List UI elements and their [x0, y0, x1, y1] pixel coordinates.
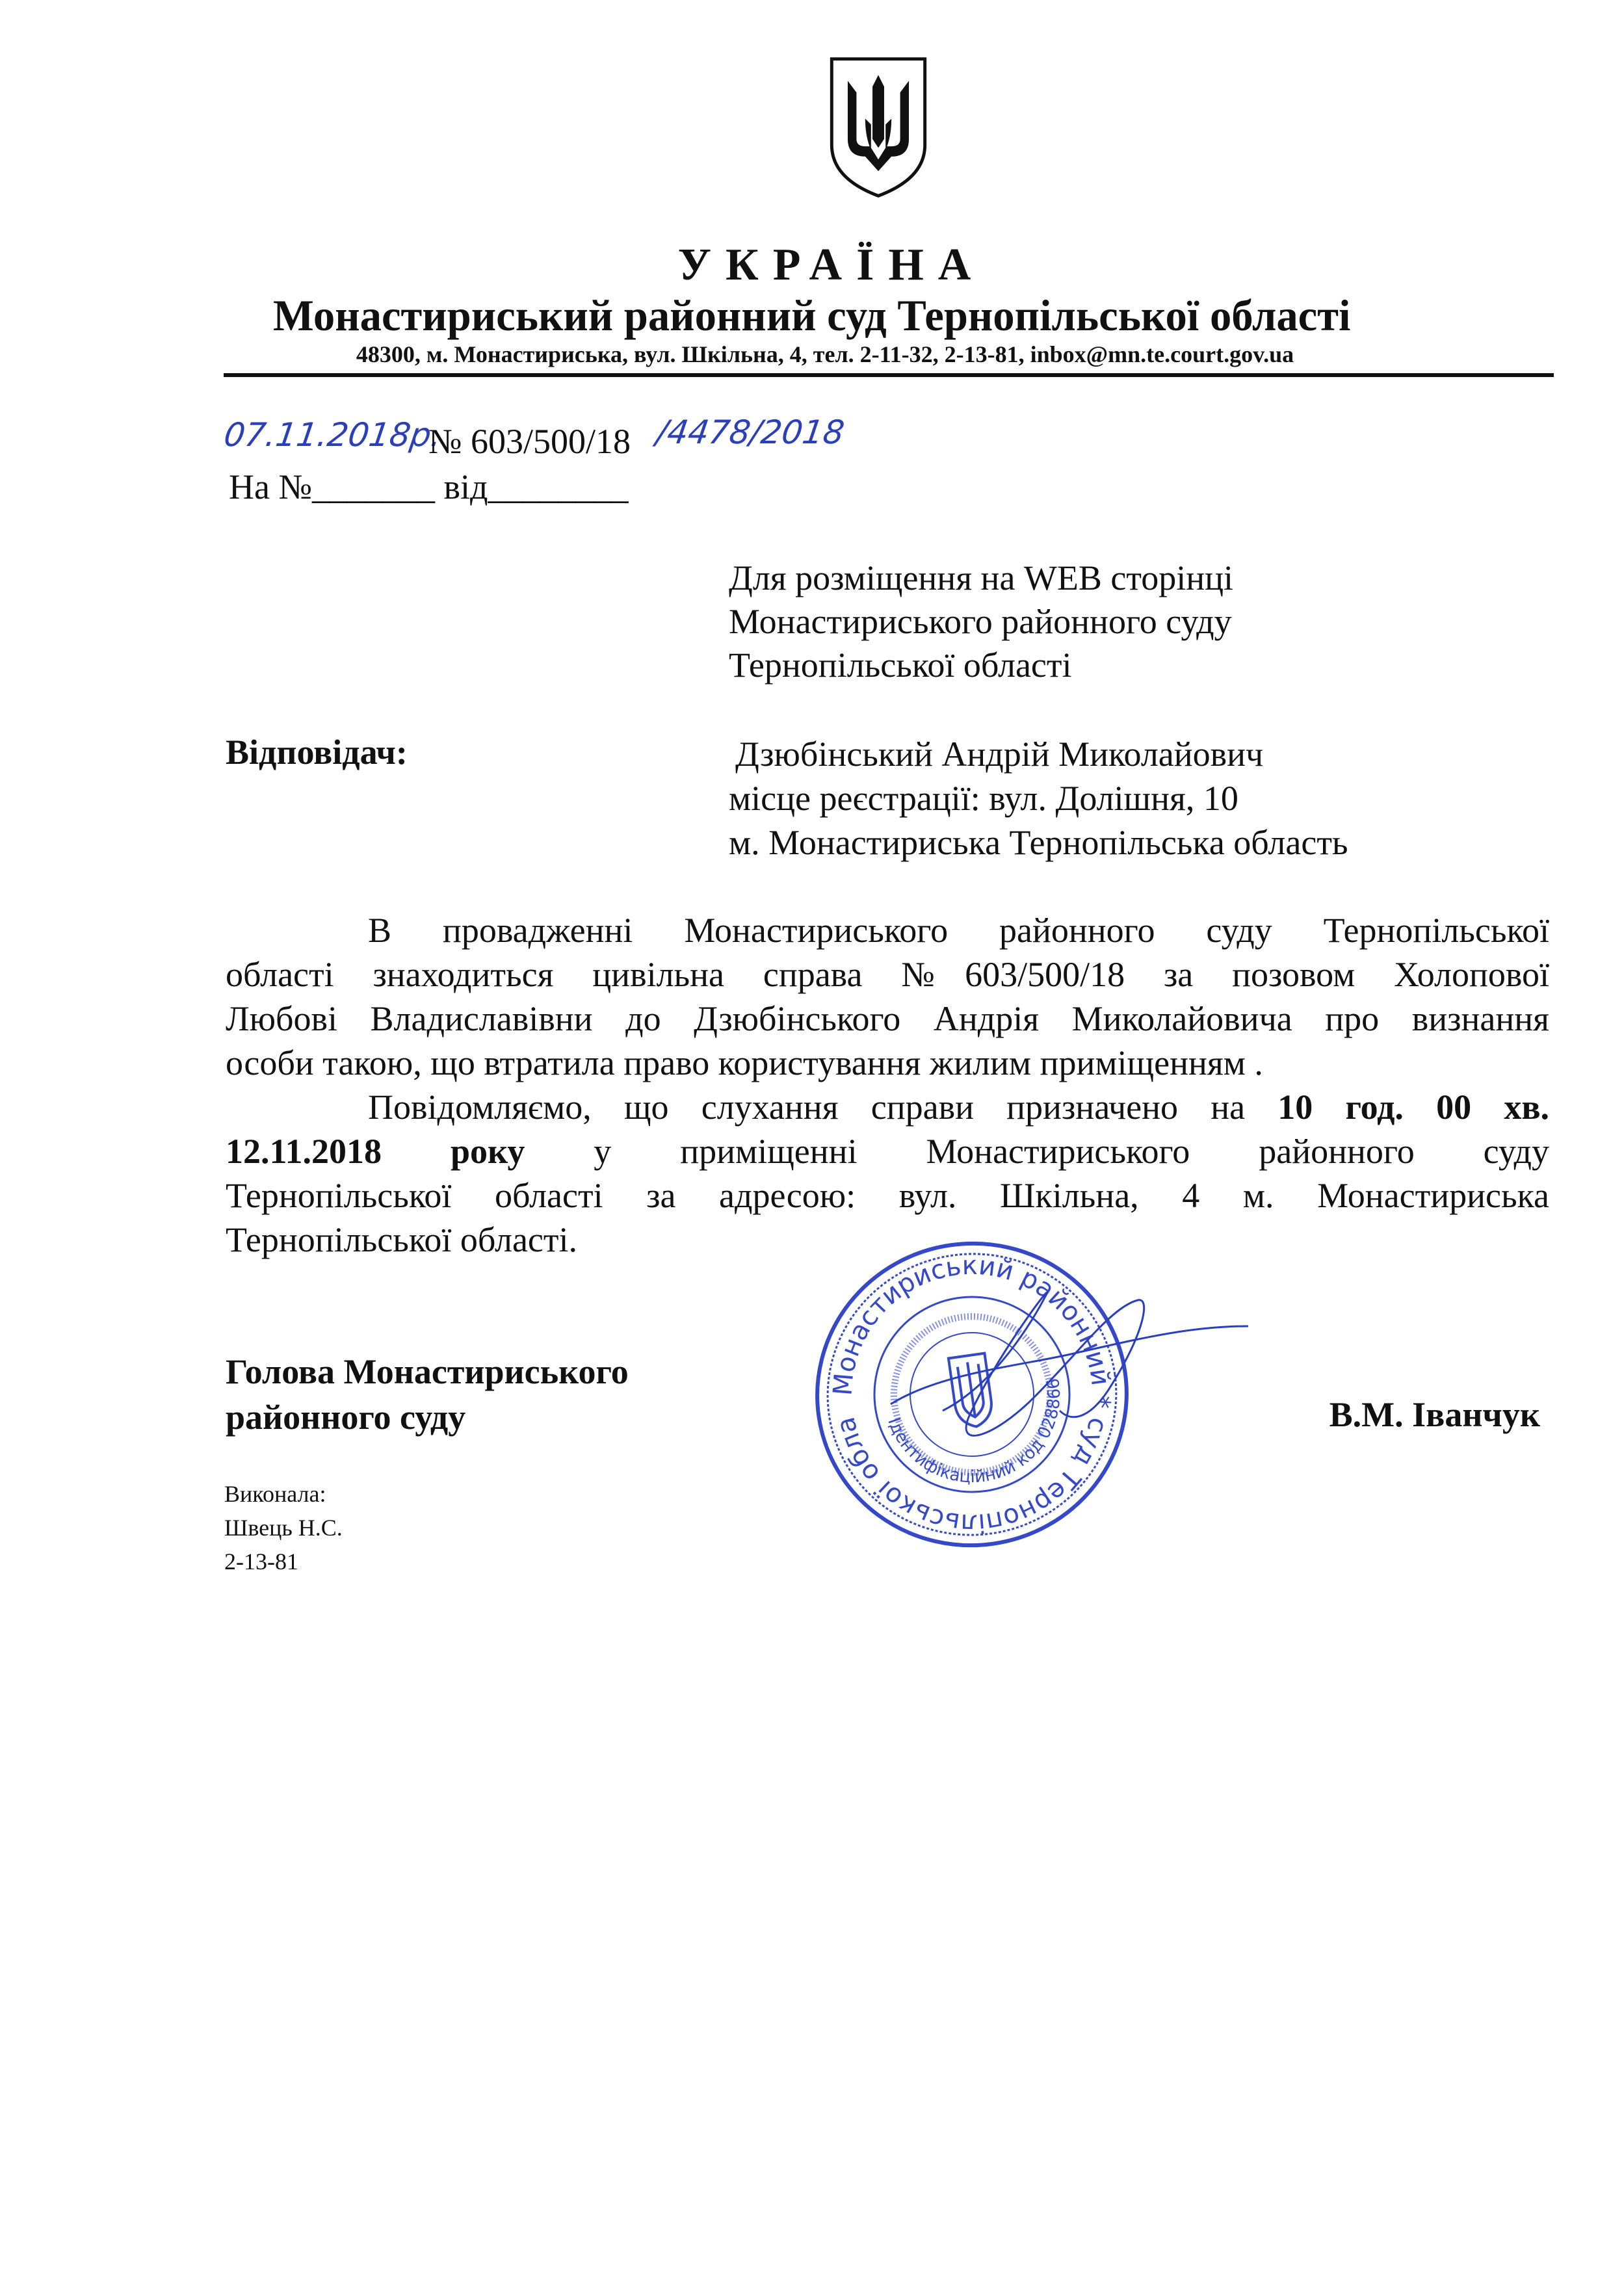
respondent-city: м. Монастириська Тернопільська область — [729, 823, 1348, 862]
hearing-location-text: у приміщенні Монастириського районного суду — [525, 1132, 1549, 1171]
executor-name: Швець Н.С. — [224, 1515, 343, 1541]
handwritten-registration-number: /4478/2018 — [653, 413, 847, 451]
hearing-date: 12.11.2018 року — [226, 1132, 525, 1171]
addressee-line: Тернопільської області — [729, 646, 1072, 685]
executor-label: Виконала: — [224, 1481, 326, 1507]
body-paragraph-1 — [226, 908, 1549, 1085]
addressee-block — [729, 556, 1233, 687]
body-line: області знаходиться цивільна справа №603/500/18 за позовом Холопової — [226, 955, 1549, 994]
court-name — [0, 290, 1624, 341]
reply-number-blank: _______ — [312, 467, 435, 506]
addressee-line: Для розміщення на WEB сторінці — [729, 558, 1234, 597]
respondent-label: Відповідач: — [226, 733, 408, 772]
signer-name: В.М. Іванчук — [1329, 1395, 1540, 1434]
hearing-time: 10 год. 00 хв. — [1277, 1088, 1549, 1127]
trident-emblem-icon — [827, 55, 930, 200]
document-number: № 603/500/18 — [428, 422, 631, 461]
signatory-position — [226, 1349, 629, 1440]
body-line: Любові Владиславівни до Дзюбінського Андрія Миколайовича про визнання — [226, 999, 1549, 1038]
position-line-1: Голова Монастириського — [226, 1352, 629, 1391]
svg-text:Ідентифікаційний код 02886634: Ідентифікаційний код 02886634 — [884, 1377, 1065, 1487]
reply-date-blank: ________ — [488, 467, 629, 506]
from-label: від — [443, 467, 488, 506]
executor-phone: 2-13-81 — [224, 1549, 298, 1575]
body-line: Тернопільської області за адресою: вул. Шкільна, 4 м. Монастириська — [226, 1176, 1549, 1215]
reply-reference — [229, 467, 628, 507]
body-line — [226, 1129, 1549, 1173]
addressee-line: Монастириського районного суду — [729, 602, 1232, 641]
body-line — [226, 1085, 1549, 1129]
court-address: 48300, м. Монастириська, вул. Шкільна, 4, тел. 2-11-32, 2-13-81, inbox@mn.te.court.gov.ua — [356, 341, 1294, 367]
respondent-registration: місце реєстрації: вул. Долішня, 10 — [729, 779, 1238, 818]
reply-to-label: На № — [229, 467, 312, 506]
position-line-2: районного суду — [226, 1398, 466, 1437]
body-line: Тернопільської області. — [226, 1220, 577, 1259]
executor-block — [224, 1477, 343, 1578]
court-name-text: Монастириський районний суд Тернопільської області — [273, 291, 1351, 340]
respondent-name: Дзюбінський Андрій Миколайович — [735, 735, 1264, 774]
header-divider — [224, 373, 1554, 377]
handwritten-date: 07.11.2018р. — [221, 416, 444, 454]
handwritten-signature — [865, 1255, 1255, 1528]
respondent-block — [729, 732, 1348, 865]
hearing-text: Повідомляємо, що слухання справи призначено на — [368, 1088, 1278, 1127]
svg-text:Монастириський районний * суд: Монастириський районний * суд Тернопільської області — [828, 1250, 1116, 1539]
body-line: В провадженні Монастириського районного суду Тернопільської — [368, 911, 1549, 950]
body-line: особи такою, що втратила право користування жилим приміщенням . — [226, 1043, 1263, 1082]
country-title: УКРАЇНА — [677, 240, 986, 290]
